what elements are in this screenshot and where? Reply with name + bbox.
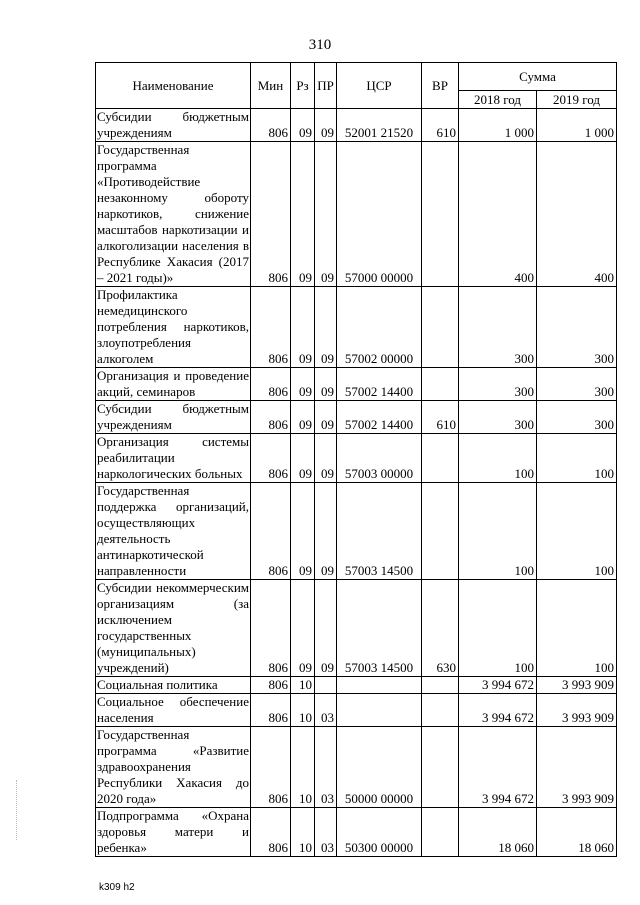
row-sum-2018: 3 994 672	[459, 727, 537, 808]
row-rz: 09	[291, 142, 315, 287]
header-pr: ПР	[315, 63, 337, 109]
row-pr	[315, 677, 337, 694]
row-name: Организация и проведение акций, семинаров	[97, 368, 249, 399]
row-name: Субсидии бюджетным учреждениям	[97, 401, 249, 432]
table-row	[96, 287, 617, 368]
row-sum-2019: 1 000	[537, 109, 617, 142]
row-pr: 03	[315, 727, 337, 808]
row-sum-2018: 3 994 672	[459, 677, 537, 694]
row-pr: 03	[315, 694, 337, 727]
header-csr: ЦСР	[337, 63, 422, 109]
row-sum-2018: 18 060	[459, 808, 537, 857]
row-csr	[337, 694, 422, 727]
row-rz: 09	[291, 368, 315, 401]
row-rz: 10	[291, 677, 315, 694]
row-pr: 09	[315, 368, 337, 401]
table-row	[96, 109, 617, 142]
row-min: 806	[251, 142, 291, 287]
table-row	[96, 727, 617, 808]
footer-code: k309 h2	[99, 882, 135, 893]
table-row	[96, 368, 617, 401]
row-rz: 09	[291, 287, 315, 368]
row-min: 806	[251, 677, 291, 694]
table-row	[96, 808, 617, 857]
row-name: Субсидии некоммерческим организациям (за исключением государственных (муниципальных) учреждений)	[97, 580, 249, 675]
row-sum-2018: 1 000	[459, 109, 537, 142]
header-min: Мин	[251, 63, 291, 109]
table-row	[96, 677, 617, 694]
header-2019: 2019 год	[537, 91, 617, 109]
row-csr: 57000 00000	[337, 142, 422, 287]
row-sum-2019: 100	[537, 483, 617, 580]
row-sum-2019: 300	[537, 287, 617, 368]
row-pr: 09	[315, 401, 337, 434]
row-sum-2018: 300	[459, 287, 537, 368]
row-vr: 630	[422, 580, 459, 677]
row-name: Социальная политика	[96, 677, 251, 694]
row-name: Профилактика немедицинского потребления наркотиков, злоупотребления алкоголем	[97, 287, 249, 366]
row-vr	[422, 677, 459, 694]
row-min: 806	[251, 483, 291, 580]
row-csr: 57003 14500	[337, 580, 422, 677]
row-vr	[422, 434, 459, 483]
row-min: 806	[251, 109, 291, 142]
row-min: 806	[251, 808, 291, 857]
row-vr: 610	[422, 109, 459, 142]
row-sum-2018: 100	[459, 483, 537, 580]
row-pr: 09	[315, 142, 337, 287]
row-pr: 09	[315, 434, 337, 483]
row-sum-2019: 300	[537, 401, 617, 434]
row-vr	[422, 287, 459, 368]
table-row	[96, 401, 617, 434]
row-sum-2019: 100	[537, 434, 617, 483]
row-sum-2018: 3 994 672	[459, 694, 537, 727]
header-name: Наименование	[96, 63, 251, 109]
row-pr: 09	[315, 580, 337, 677]
row-sum-2019: 3 993 909	[537, 677, 617, 694]
row-sum-2019: 18 060	[537, 808, 617, 857]
header-2018: 2018 год	[459, 91, 537, 109]
row-vr	[422, 694, 459, 727]
row-vr	[422, 808, 459, 857]
table-row	[96, 580, 617, 677]
row-pr: 09	[315, 483, 337, 580]
table-row	[96, 483, 617, 580]
row-rz: 10	[291, 808, 315, 857]
row-sum-2018: 400	[459, 142, 537, 287]
row-rz: 09	[291, 483, 315, 580]
margin-marks	[16, 780, 19, 840]
row-name: Государственная программа «Развитие здравоохранения Республики Хакасия до 2020 года»	[97, 727, 249, 806]
row-sum-2018: 300	[459, 401, 537, 434]
row-rz: 10	[291, 694, 315, 727]
row-vr	[422, 142, 459, 287]
row-vr	[422, 483, 459, 580]
row-vr	[422, 727, 459, 808]
row-vr	[422, 368, 459, 401]
row-sum-2018: 300	[459, 368, 537, 401]
table-row	[96, 694, 617, 727]
row-rz: 09	[291, 434, 315, 483]
row-csr: 57003 00000	[337, 434, 422, 483]
row-sum-2019: 3 993 909	[537, 694, 617, 727]
row-csr	[337, 677, 422, 694]
row-csr: 57003 14500	[337, 483, 422, 580]
header-sum: Сумма	[459, 63, 617, 91]
row-csr: 57002 14400	[337, 368, 422, 401]
header-rz: Рз	[291, 63, 315, 109]
row-csr: 50300 00000	[337, 808, 422, 857]
row-pr: 03	[315, 808, 337, 857]
row-name: Государственная программа «Противодействие незаконному обороту наркотиков, снижение масштабов наркотизации и алкоголизации населения в Республике Хакасия (2017 – 2021 годы)»	[97, 142, 249, 285]
row-rz: 09	[291, 109, 315, 142]
row-sum-2018: 100	[459, 580, 537, 677]
row-rz: 09	[291, 401, 315, 434]
row-name: Социальное обеспечение населения	[97, 694, 249, 725]
header-vr: ВР	[422, 63, 459, 109]
row-min: 806	[251, 368, 291, 401]
row-sum-2019: 400	[537, 142, 617, 287]
row-name: Организация системы реабилитации наркологических больных	[97, 434, 249, 481]
row-min: 806	[251, 580, 291, 677]
row-sum-2019: 3 993 909	[537, 727, 617, 808]
row-pr: 09	[315, 109, 337, 142]
row-sum-2018: 100	[459, 434, 537, 483]
row-name: Субсидии бюджетным учреждениям	[97, 109, 249, 140]
row-sum-2019: 100	[537, 580, 617, 677]
row-min: 806	[251, 434, 291, 483]
row-csr: 50000 00000	[337, 727, 422, 808]
row-rz: 10	[291, 727, 315, 808]
row-rz: 09	[291, 580, 315, 677]
row-name: Государственная поддержка организаций, осуществляющих деятельность антинаркотической направленности	[97, 483, 249, 578]
row-min: 806	[251, 287, 291, 368]
row-pr: 09	[315, 287, 337, 368]
row-csr: 52001 21520	[337, 109, 422, 142]
row-min: 806	[251, 727, 291, 808]
row-min: 806	[251, 401, 291, 434]
row-name: Подпрограмма «Охрана здоровья матери и ребенка»	[97, 808, 249, 855]
table-row	[96, 434, 617, 483]
row-vr: 610	[422, 401, 459, 434]
budget-table	[95, 62, 617, 857]
row-sum-2019: 300	[537, 368, 617, 401]
row-min: 806	[251, 694, 291, 727]
row-csr: 57002 00000	[337, 287, 422, 368]
row-csr: 57002 14400	[337, 401, 422, 434]
page-number: 310	[308, 37, 332, 53]
table-row	[96, 142, 617, 287]
